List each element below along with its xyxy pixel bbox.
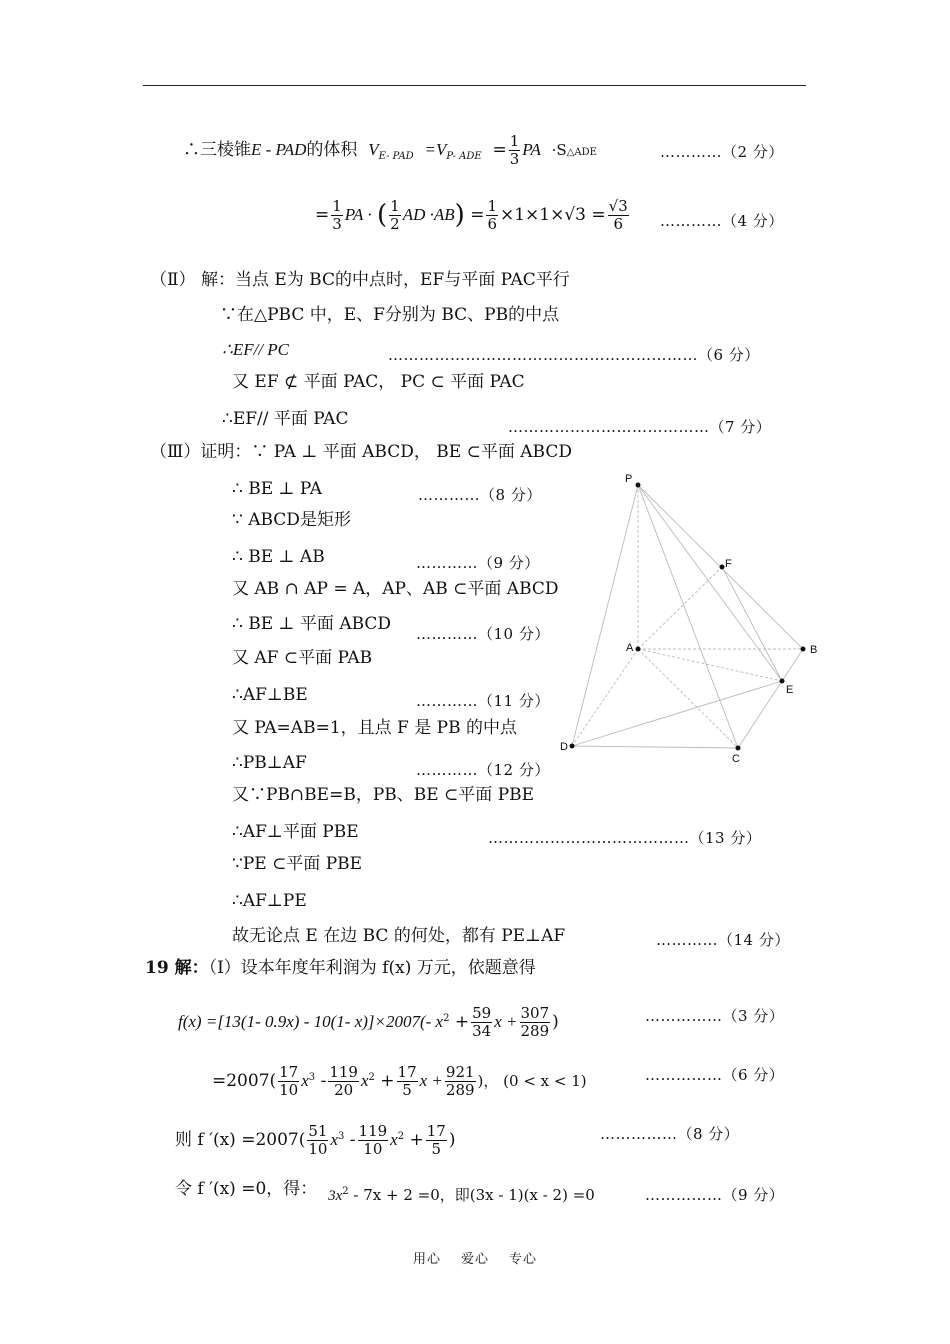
edge-ae — [638, 649, 782, 681]
pyramid-figure — [560, 465, 830, 770]
points-7: …………………………………（7 分） — [508, 418, 772, 436]
points-12: …………（12 分） — [416, 761, 550, 779]
point-f — [720, 565, 725, 570]
edge-de — [572, 681, 782, 746]
part2-line3: 又 EF ⊄ 平面 PAC， PC ⊂ 平面 PAC — [232, 372, 525, 392]
part3-line3: ∴ BE ⊥ AB — [232, 547, 325, 567]
profit-function-line: f(x) =[13(1- 0.9x) - 10(1- x)]×2007(- $x^2$ + $\frac{59}{34}$ x + $\frac{307}{289}$ ) — [178, 1004, 559, 1040]
edge-cb — [738, 649, 803, 748]
points-4: …………（4 分） — [660, 212, 784, 230]
label-d: D — [560, 741, 568, 753]
part3-line6: 又 AF ⊂平面 PAB — [232, 648, 373, 668]
derivative-line: 则 f ′(x) =2007( $\frac{51}{10}$ $x^3$ - $\frac{119}{10}$ $x^2$ + $\frac{17}{5}$ ) — [175, 1122, 456, 1158]
points-6: ……………………………………………………（6 分） — [388, 346, 760, 364]
part3-line5: ∴ BE ⊥ 平面 ABCD — [232, 614, 392, 634]
point-p — [636, 483, 641, 488]
part2-line2: ∴EF// PC — [222, 340, 290, 359]
edge-af — [638, 567, 722, 649]
edge-pe — [638, 485, 782, 681]
edge-fe — [722, 567, 782, 681]
points-8b: ……………（8 分） — [600, 1125, 740, 1143]
part3-line13: ∴AF⊥PE — [232, 891, 307, 911]
point-d — [570, 744, 575, 749]
part3-line1: ∴ BE ⊥ PA — [232, 479, 323, 499]
part3-line8: 又 PA=AB=1，且点 F 是 PB 的中点 — [232, 718, 517, 738]
part3-line11: ∴AF⊥平面 PBE — [232, 822, 359, 842]
zero-derivative-line: 令 f ′(x) =0，得： $3x^2 - 7x + 2 =0$，即(3x - 1)(x - 2) =0 — [175, 1179, 595, 1204]
points-2: …………（2 分） — [660, 143, 784, 161]
page-footer: 用心 爱心 专心 — [412, 1252, 538, 1267]
points-8: …………（8 分） — [418, 486, 542, 504]
part3-heading: （Ⅲ）证明：∵ PA ⊥ 平面 ABCD， BE ⊂平面 ABCD — [150, 442, 572, 462]
part3-line7: ∴AF⊥BE — [232, 685, 308, 705]
points-3: ……………（3 分） — [645, 1007, 785, 1025]
label-e: E — [786, 684, 794, 696]
point-b — [801, 647, 806, 652]
points-9b: ……………（9 分） — [645, 1186, 785, 1204]
points-10: …………（10 分） — [416, 625, 550, 643]
volume-calc-line: = $\frac{1}{3}$ PA · ( $\frac{1}{2}$ AD ·AB) = $\frac{1}{6}$ ×1×1×√3 = $\frac{√3}{6}$ — [315, 197, 628, 233]
part3-line9: ∴PB⊥AF — [232, 753, 307, 773]
edge-ad — [572, 649, 638, 746]
points-14: …………（14 分） — [656, 931, 790, 949]
points-13: …………………………………（13 分） — [488, 829, 762, 847]
edge-ac — [638, 649, 738, 748]
part2-heading: （Ⅱ） 解：当点 E为 BC的中点时，EF与平面 PAC平行 — [150, 270, 570, 290]
points-9: …………（9 分） — [416, 554, 540, 572]
point-c — [736, 746, 741, 751]
part3-line14: 故无论点 E 在边 BC 的何处，都有 PE⊥AF — [232, 926, 566, 946]
edge-dc — [572, 746, 738, 748]
part3-line10: 又∵PB∩BE=B，PB、BE ⊂平面 PBE — [232, 785, 535, 805]
part2-line1: ∵在△PBC 中，E、F分别为 BC、PB的中点 — [220, 305, 560, 325]
label-b: B — [810, 644, 818, 656]
point-e — [780, 679, 785, 684]
part3-line12: ∵PE ⊂平面 PBE — [232, 854, 363, 874]
points-6b: ……………（6 分） — [645, 1066, 785, 1084]
problem19-heading: 19 解：（Ⅰ）设本年度年利润为 f(x) 万元，依题意得 — [145, 958, 536, 978]
part3-line2: ∵ ABCD是矩形 — [232, 510, 351, 530]
points-11: …………（11 分） — [416, 692, 550, 710]
label-f: F — [725, 558, 732, 570]
edge-pd — [572, 485, 638, 746]
part2-line4: ∴EF// 平面 PAC — [222, 409, 349, 429]
point-a — [636, 647, 641, 652]
profit-expanded-line: =2007( $\frac{17}{10}$ $x^3$ - $\frac{119}{20}$ $x^2$ + $\frac{17}{5}$ x + $\frac{921}{289}$ )， (0 < x < 1) — [212, 1063, 587, 1099]
label-p: P — [625, 473, 633, 485]
part3-line4: 又 AB ∩ AP = A，AP、AB ⊂平面 ABCD — [232, 579, 559, 599]
edge-pc — [638, 485, 738, 748]
label-a: A — [626, 642, 634, 654]
label-c: C — [732, 753, 740, 765]
volume-line: ∴三棱锥E - PAD的体积 $V_{E- PAD} =V_{P- ADE}$ = $\frac{1}{3}$ PA ·S△ADE — [183, 132, 597, 168]
header-rule — [143, 85, 806, 86]
